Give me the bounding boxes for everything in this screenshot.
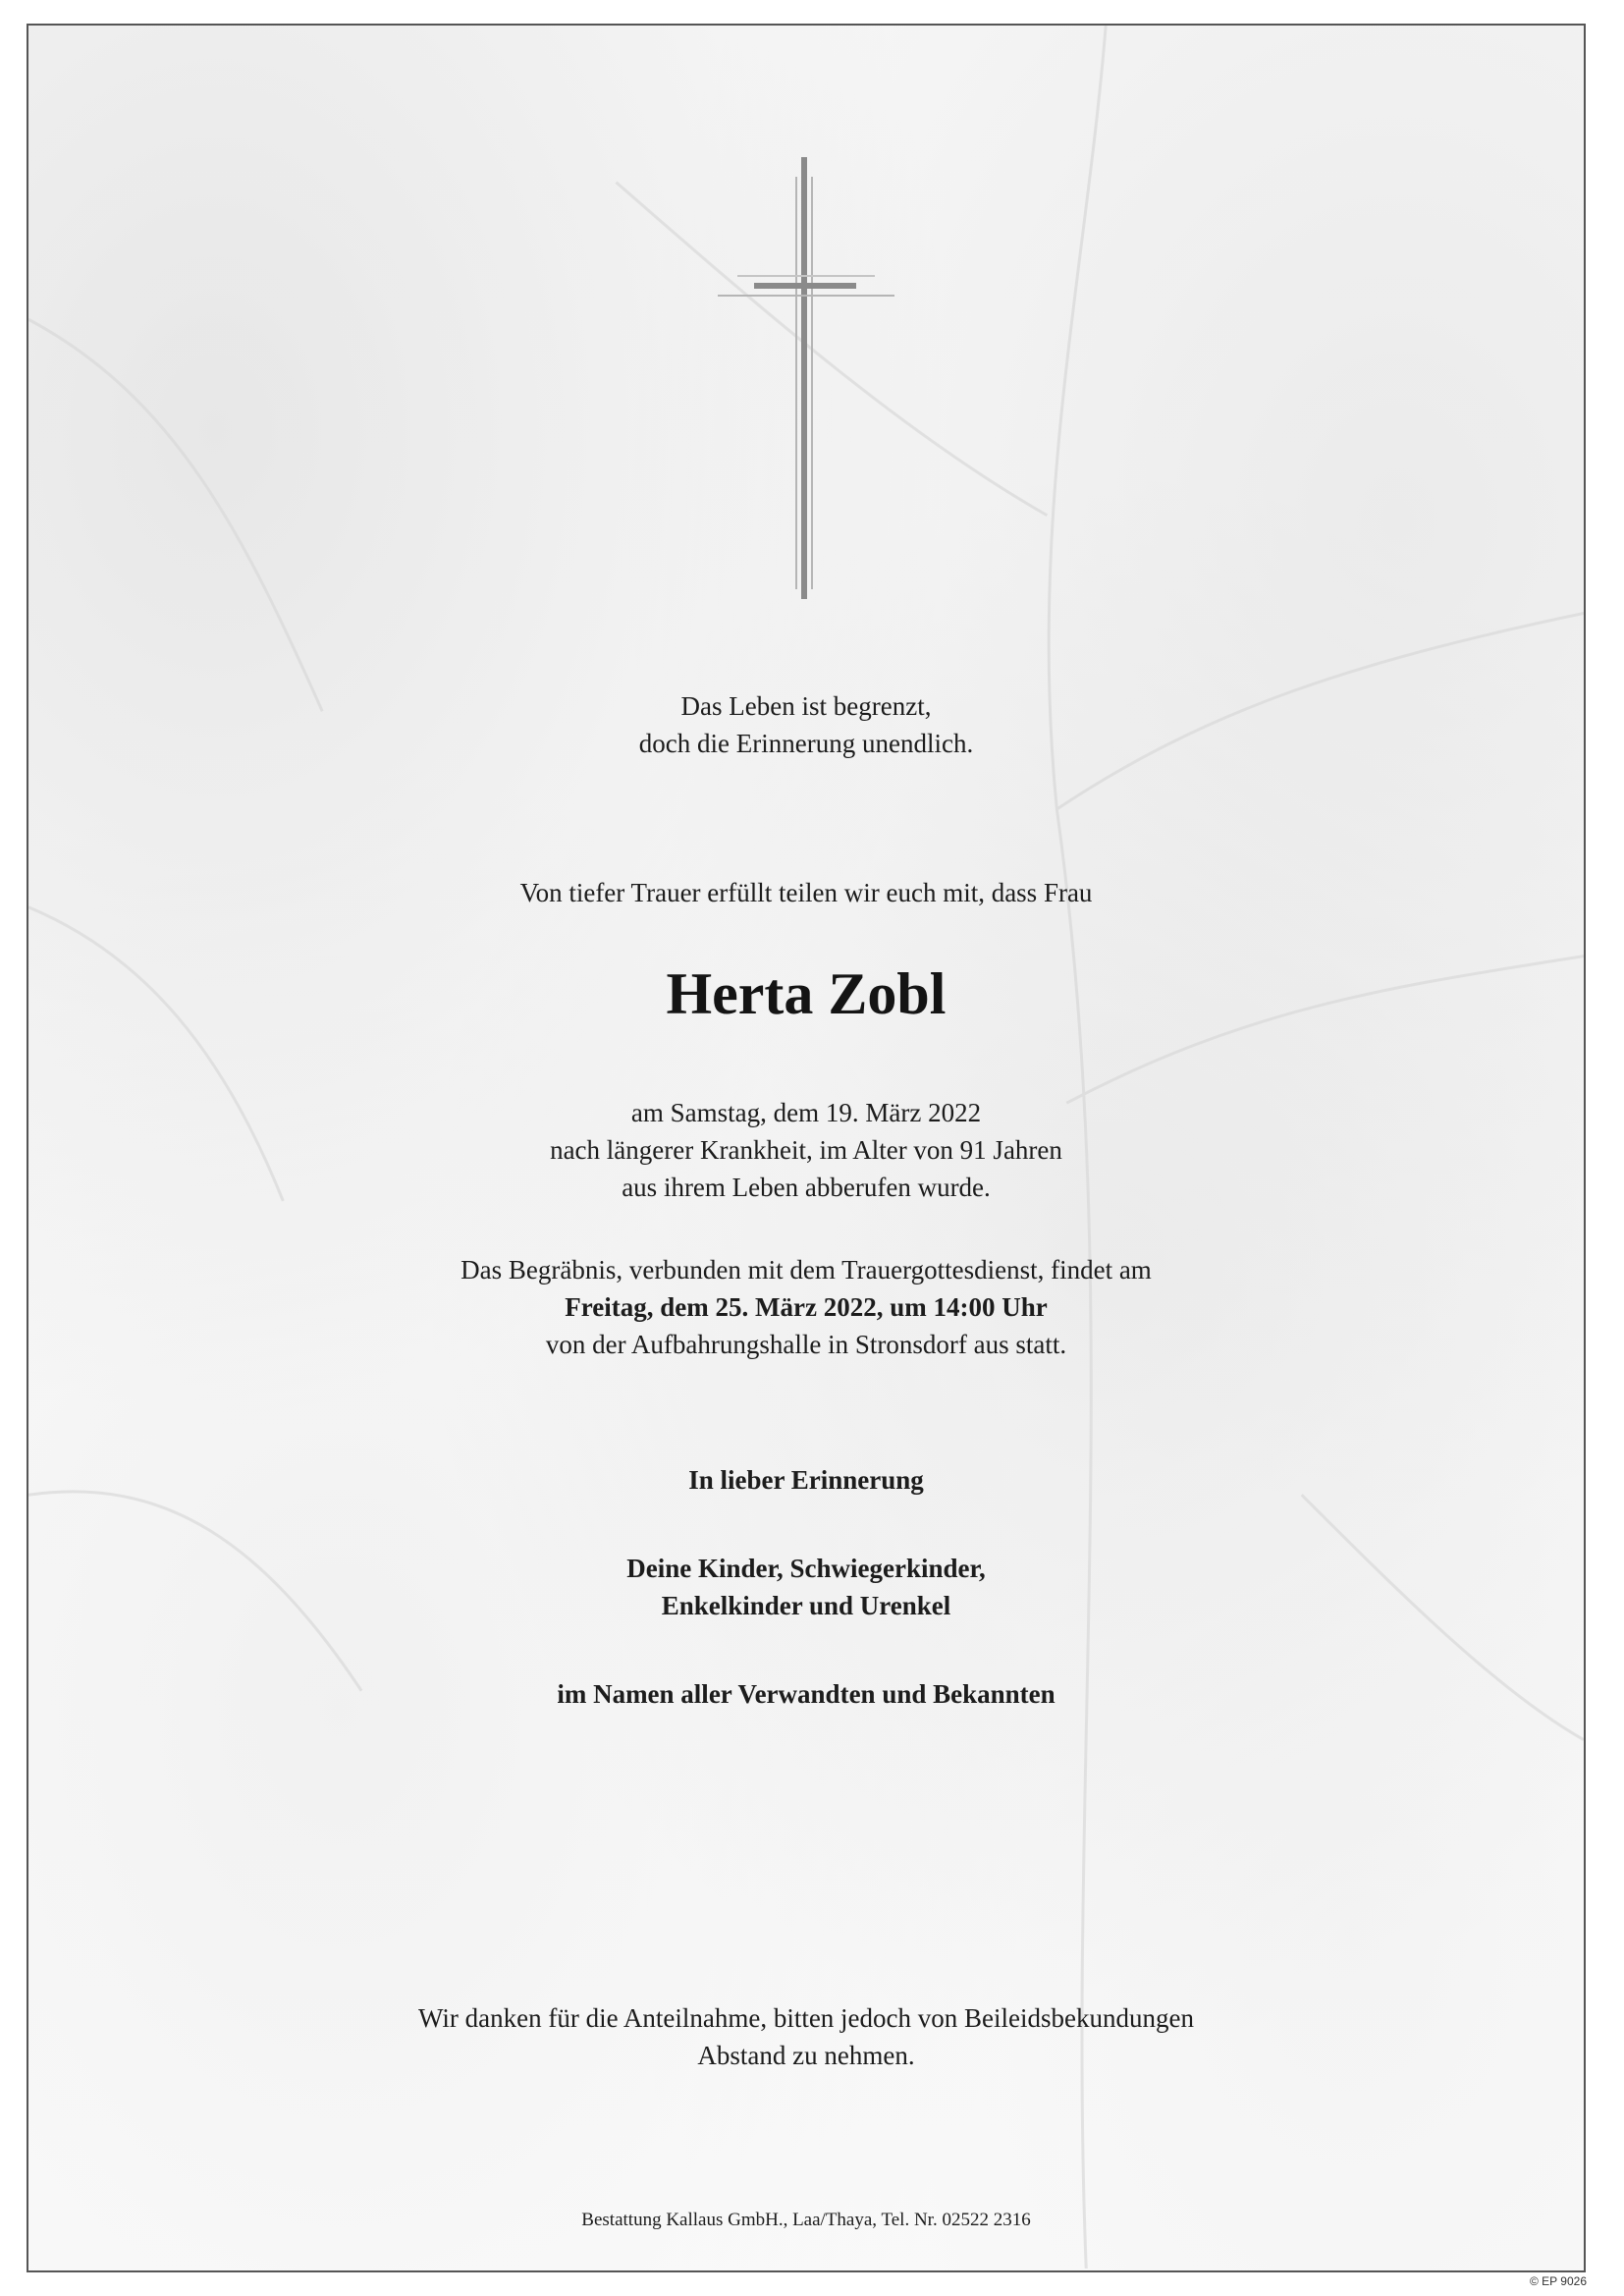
death-line-1: am Samstag, dem 19. März 2022 (630, 1098, 982, 1127)
funeral-home-footer: Bestattung Kallaus GmbH., Laa/Thaya, Tel. Nr. 02522 2316 (581, 2210, 1031, 2230)
document-code: © EP 9026 (1530, 2274, 1587, 2288)
death-line-2: nach längerer Krankheit, im Alter von 91 Jahren (550, 1135, 1062, 1165)
death-line-3: aus ihrem Leben abberufen wurde. (622, 1173, 991, 1202)
funeral-line-1: Das Begräbnis, verbunden mit dem Trauergottesdienst, findet am (460, 1255, 1152, 1285)
family-line-1: Deine Kinder, Schwiegerkinder, (626, 1554, 986, 1583)
funeral-notice (28, 1251, 1584, 1363)
thanks-note (28, 1999, 1584, 2074)
cross-icon (708, 137, 904, 609)
quote (28, 687, 1584, 762)
page-frame (27, 24, 1586, 2272)
intro-text: Von tiefer Trauer erfüllt teilen wir euch mit, dass Frau (519, 878, 1093, 907)
funeral-line-3: von der Aufbahrungshalle in Stronsdorf aus statt. (545, 1330, 1067, 1359)
closing-text: In lieber Erinnerung (688, 1465, 924, 1495)
quote-line-2: doch die Erinnerung unendlich. (638, 729, 974, 758)
funeral-date: Freitag, dem 25. März 2022, um 14:00 Uhr (565, 1292, 1048, 1322)
death-notice (28, 1094, 1584, 1206)
family-signature (28, 1550, 1584, 1624)
quote-line-1: Das Leben ist begrenzt, (680, 691, 932, 721)
family-line-2: Enkelkinder und Urenkel (661, 1591, 951, 1620)
deceased-name: Herta Zobl (666, 961, 947, 1026)
relatives-text: im Namen aller Verwandten und Bekannten (557, 1679, 1056, 1709)
thanks-line-1: Wir danken für die Anteilnahme, bitten jedoch von Beileidsbekundungen (418, 2003, 1194, 2033)
thanks-line-2: Abstand zu nehmen. (697, 2041, 915, 2070)
